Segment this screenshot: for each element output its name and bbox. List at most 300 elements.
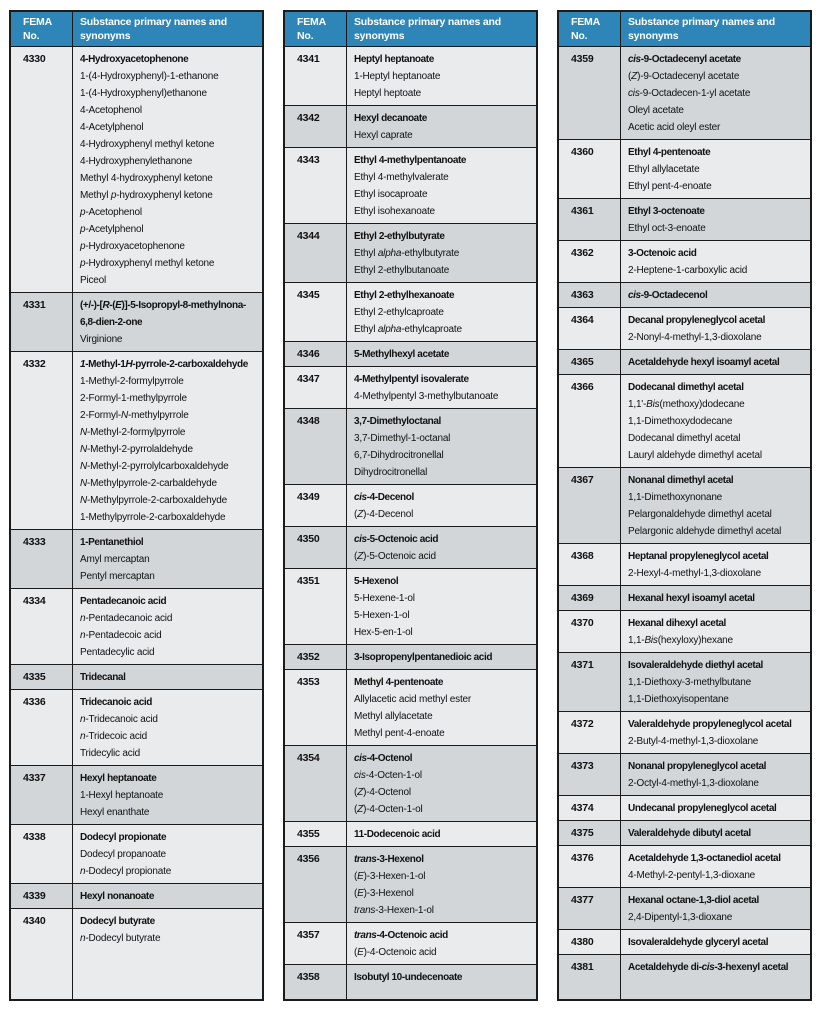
fema-number: 4370: [559, 611, 621, 652]
primary-name: 1-Pentanethiol: [80, 537, 144, 548]
primary-name: Hexyl decanoate: [354, 113, 427, 124]
synonym: 1,1-Dimethoxydodecane: [628, 416, 733, 427]
synonym: N-Methyl-2-formylpyrrole: [80, 427, 186, 438]
table-row: [559, 375, 810, 468]
substance-names: [621, 199, 810, 240]
synonym: 5-Hexen-1-ol: [354, 610, 410, 621]
synonym: (Z)-4-Decenol: [354, 509, 414, 520]
synonym: 4-Methylpentyl 3-methylbutanoate: [354, 391, 499, 402]
synonym: Oleyl acetate: [628, 105, 684, 116]
primary-name: Hexanal hexyl isoamyl acetal: [628, 593, 755, 604]
table-row: [11, 909, 262, 999]
fema-number: 4371: [559, 653, 621, 711]
fema-number: 4348: [285, 409, 347, 484]
table-row: [559, 888, 810, 930]
primary-name: Dodecanal dimethyl acetal: [628, 382, 744, 393]
synonym: 2-Formyl-N-methylpyrrole: [80, 410, 189, 421]
primary-name: Acetaldehyde 1,3-octanediol acetal: [628, 853, 781, 864]
substance-names: [621, 308, 810, 349]
fema-number: 4351: [285, 569, 347, 644]
fema-number: 4376: [559, 846, 621, 887]
primary-name: Hexanal octane-1,3-diol acetal: [628, 895, 759, 906]
synonym: Ethyl 2-ethylcaproate: [354, 307, 444, 318]
synonym: 1-Hexyl heptanoate: [80, 790, 164, 801]
primary-name: Methyl 4-pentenoate: [354, 677, 444, 688]
synonym: 1-Heptyl heptanoate: [354, 71, 441, 82]
synonym: Amyl mercaptan: [80, 554, 150, 565]
substance-names: [621, 754, 810, 795]
primary-name: Valeraldehyde dibutyl acetal: [628, 828, 751, 839]
fema-number: 4372: [559, 712, 621, 753]
table-row: [285, 569, 536, 645]
table-row: [559, 796, 810, 821]
substance-names: [347, 283, 536, 341]
synonym: (E)-4-Octenoic acid: [354, 947, 437, 958]
table-row: [11, 352, 262, 530]
synonym: Pelargonaldehyde dimethyl acetal: [628, 509, 772, 520]
synonym: 1,1-Dimethoxynonane: [628, 492, 723, 503]
column-header-fema-no: FEMA No.: [11, 12, 73, 46]
fema-number: 4377: [559, 888, 621, 929]
primary-name: Acetaldehyde di-cis-3-hexenyl acetal: [628, 962, 789, 973]
substance-names: [621, 712, 810, 753]
primary-name: Heptyl heptanoate: [354, 54, 434, 65]
primary-name: Tridecanal: [80, 672, 126, 683]
fema-number: 4360: [559, 140, 621, 198]
substance-names: [347, 645, 536, 669]
primary-name: Acetaldehyde hexyl isoamyl acetal: [628, 357, 780, 368]
substance-names: [621, 586, 810, 610]
fema-number: 4349: [285, 485, 347, 526]
primary-name: 3-Isopropenylpentanedioic acid: [354, 652, 493, 663]
synonym: (E)-3-Hexen-1-ol: [354, 871, 426, 882]
fema-number: 4336: [11, 690, 73, 765]
table-row: [285, 645, 536, 670]
substance-names: [621, 375, 810, 467]
synonym: Methyl p-hydroxyphenyl ketone: [80, 190, 213, 201]
fema-number: 4357: [285, 923, 347, 964]
fema-number: 4340: [11, 909, 73, 999]
table-row: [11, 589, 262, 665]
fema-number: 4353: [285, 670, 347, 745]
synonym: Ethyl oct-3-enoate: [628, 223, 706, 234]
primary-name: cis-9-Octadecenyl acetate: [628, 54, 741, 65]
primary-name: 4-Hydroxyacetophenone: [80, 54, 189, 65]
table-header-row: [285, 12, 536, 47]
fema-number: 4367: [559, 468, 621, 543]
primary-name: Hexyl heptanoate: [80, 773, 157, 784]
table-row: [559, 308, 810, 350]
synonym: Pentyl mercaptan: [80, 571, 155, 582]
primary-name: cis-9-Octadecenol: [628, 290, 708, 301]
substance-names: [621, 888, 810, 929]
synonym: (E)-3-Hexenol: [354, 888, 414, 899]
synonym: 1,1-Diethoxyisopentane: [628, 694, 729, 705]
primary-name: (+/-)-[R-(E)]-5-Isopropyl-8-methylnona-6,8-dien-2-one: [80, 300, 246, 328]
primary-name: 4-Methylpentyl isovalerate: [354, 374, 469, 385]
fema-number: 4344: [285, 224, 347, 282]
substance-names: [73, 665, 262, 689]
primary-name: Dodecyl butyrate: [80, 916, 155, 927]
substance-table-2: [283, 10, 538, 1001]
primary-name: 11-Dodecenoic acid: [354, 829, 441, 840]
synonym: 1-Methyl-2-formylpyrrole: [80, 376, 184, 387]
synonym: 2-Formyl-1-methylpyrrole: [80, 393, 187, 404]
primary-name: Undecanal propyleneglycol acetal: [628, 803, 777, 814]
synonym: Ethyl pent-4-enoate: [628, 181, 712, 192]
substance-names: [621, 544, 810, 585]
substance-names: [73, 352, 262, 529]
fema-number: 4339: [11, 884, 73, 908]
table-row: [285, 527, 536, 569]
substance-names: [621, 140, 810, 198]
table-row: [559, 955, 810, 999]
table-row: [559, 712, 810, 754]
table-row: [285, 923, 536, 965]
synonym: Pentadecylic acid: [80, 647, 155, 658]
primary-name: Hexyl nonanoate: [80, 891, 155, 902]
synonym: 2,4-Dipentyl-1,3-dioxane: [628, 912, 733, 923]
synonym: Hexyl caprate: [354, 130, 413, 141]
synonym: p-Acetophenol: [80, 207, 142, 218]
primary-name: 5-Hexenol: [354, 576, 399, 587]
table-row: [559, 586, 810, 611]
primary-name: Ethyl 4-pentenoate: [628, 147, 711, 158]
substance-names: [347, 485, 536, 526]
primary-name: trans-3-Hexenol: [354, 854, 424, 865]
fema-number: 4347: [285, 367, 347, 408]
substance-names: [347, 47, 536, 105]
substance-names: [347, 822, 536, 846]
substance-names: [621, 653, 810, 711]
table-row: [559, 930, 810, 955]
substance-names: [73, 47, 262, 292]
substance-names: [347, 527, 536, 568]
fema-number: 4366: [559, 375, 621, 467]
substance-names: [347, 342, 536, 366]
table-row: [559, 140, 810, 199]
synonym: 5-Hexene-1-ol: [354, 593, 415, 604]
substance-names: [621, 611, 810, 652]
fema-number: 4350: [285, 527, 347, 568]
fema-number: 4338: [11, 825, 73, 883]
table-row: [559, 653, 810, 712]
substance-names: [621, 930, 810, 954]
synonym: 6,7-Dihydrocitronellal: [354, 450, 444, 461]
synonym: Virginione: [80, 334, 123, 345]
synonym: Tridecylic acid: [80, 748, 140, 759]
synonym: n-Pentadecanoic acid: [80, 613, 173, 624]
table-row: [285, 106, 536, 148]
fema-number: 4361: [559, 199, 621, 240]
synonym: 1,1-Diethoxy-3-methylbutane: [628, 677, 751, 688]
table-row: [11, 530, 262, 589]
table-row: [559, 199, 810, 241]
synonym: n-Dodecyl propionate: [80, 866, 172, 877]
synonym: Hex-5-en-1-ol: [354, 627, 413, 638]
table-row: [285, 148, 536, 224]
primary-name: 5-Methylhexyl acetate: [354, 349, 449, 360]
synonym: Hexyl enanthate: [80, 807, 150, 818]
table-row: [285, 47, 536, 106]
substance-names: [347, 224, 536, 282]
table-row: [285, 822, 536, 847]
substance-names: [347, 965, 536, 999]
synonym: Ethyl allylacetate: [628, 164, 700, 175]
fema-number: 4335: [11, 665, 73, 689]
synonym: Ethyl alpha-ethylcaproate: [354, 324, 462, 335]
table-body: [11, 47, 262, 999]
substance-names: [73, 825, 262, 883]
table-row: [285, 670, 536, 746]
synonym: 1,1'-Bis(methoxy)dodecane: [628, 399, 745, 410]
substance-names: [73, 884, 262, 908]
synonym: 2-Hexyl-4-methyl-1,3-dioxolane: [628, 568, 761, 579]
primary-name: Nonanal propyleneglycol acetal: [628, 761, 767, 772]
table-row: [559, 544, 810, 586]
table-row: [11, 766, 262, 825]
synonym: n-Pentadecoic acid: [80, 630, 162, 641]
fema-number: 4354: [285, 746, 347, 821]
table-row: [559, 754, 810, 796]
synonym: Ethyl 2-ethylbutanoate: [354, 265, 450, 276]
table-row: [11, 884, 262, 909]
primary-name: Valeraldehyde propyleneglycol acetal: [628, 719, 792, 730]
synonym: 3,7-Dimethyl-1-octanal: [354, 433, 451, 444]
substance-names: [347, 569, 536, 644]
synonym: Dodecyl propanoate: [80, 849, 166, 860]
synonym: n-Dodecyl butyrate: [80, 933, 161, 944]
substance-names: [347, 106, 536, 147]
synonym: Ethyl 4-methylvalerate: [354, 172, 449, 183]
substance-names: [621, 47, 810, 139]
fema-number: 4331: [11, 293, 73, 351]
fema-number: 4333: [11, 530, 73, 588]
primary-name: Ethyl 4-methylpentanoate: [354, 155, 467, 166]
synonym: Ethyl isocaproate: [354, 189, 428, 200]
synonym: N-Methyl-2-pyrrolylcarboxaldehyde: [80, 461, 229, 472]
fema-number: 4334: [11, 589, 73, 664]
primary-name: Tridecanoic acid: [80, 697, 152, 708]
table-row: [285, 409, 536, 485]
fema-number: 4337: [11, 766, 73, 824]
synonym: (Z)-9-Octadecenyl acetate: [628, 71, 740, 82]
substance-names: [73, 766, 262, 824]
table-row: [559, 47, 810, 140]
substance-names: [73, 589, 262, 664]
synonym: p-Hydroxyacetophenone: [80, 241, 185, 252]
primary-name: Heptanal propyleneglycol acetal: [628, 551, 769, 562]
primary-name: Hexanal dihexyl acetal: [628, 618, 726, 629]
primary-name: trans-4-Octenoic acid: [354, 930, 448, 941]
synonym: Heptyl heptoate: [354, 88, 422, 99]
substance-names: [347, 670, 536, 745]
substance-names: [621, 955, 810, 999]
synonym: Methyl pent-4-enoate: [354, 728, 445, 739]
synonym: cis-9-Octadecen-1-yl acetate: [628, 88, 751, 99]
table-row: [559, 468, 810, 544]
fema-number: 4355: [285, 822, 347, 846]
fema-number: 4380: [559, 930, 621, 954]
synonym: Ethyl isohexanoate: [354, 206, 435, 217]
primary-name: Nonanal dimethyl acetal: [628, 475, 734, 486]
substance-names: [347, 923, 536, 964]
substance-names: [73, 909, 262, 999]
synonym: 1,1-Bis(hexyloxy)hexane: [628, 635, 733, 646]
synonym: N-Methylpyrrole-2-carboxaldehyde: [80, 495, 228, 506]
synonym: Methyl 4-hydroxyphenyl ketone: [80, 173, 213, 184]
column-header-substance: Substance primary names and synonyms: [628, 16, 775, 42]
synonym: cis-4-Octen-1-ol: [354, 770, 422, 781]
primary-name: Ethyl 2-ethylbutyrate: [354, 231, 445, 242]
substance-names: [621, 846, 810, 887]
fema-number: 4343: [285, 148, 347, 223]
fema-number: 4369: [559, 586, 621, 610]
primary-name: Pentadecanoic acid: [80, 596, 167, 607]
primary-name: 1-Methyl-1H-pyrrole-2-carboxaldehyde: [80, 359, 248, 370]
table-row: [559, 241, 810, 283]
fema-number: 4368: [559, 544, 621, 585]
table-row: [285, 224, 536, 283]
synonym: N-Methyl-2-pyrrolaldehyde: [80, 444, 193, 455]
table-row: [559, 350, 810, 375]
synonym: Allylacetic acid methyl ester: [354, 694, 472, 705]
primary-name: Ethyl 2-ethylhexanoate: [354, 290, 455, 301]
synonym: 2-Nonyl-4-methyl-1,3-dioxolane: [628, 332, 762, 343]
primary-name: 3,7-Dimethyloctanal: [354, 416, 441, 427]
synonym: n-Tridecoic acid: [80, 731, 148, 742]
substance-names: [621, 350, 810, 374]
synonym: (Z)-4-Octenol: [354, 787, 411, 798]
synonym: p-Hydroxyphenyl methyl ketone: [80, 258, 215, 269]
table-row: [285, 746, 536, 822]
substance-names: [621, 821, 810, 845]
substance-names: [621, 283, 810, 307]
synonym: 2-Butyl-4-methyl-1,3-dioxolane: [628, 736, 759, 747]
column-header-fema-no: FEMA No.: [285, 12, 347, 46]
fema-number: 4346: [285, 342, 347, 366]
table-row: [559, 821, 810, 846]
primary-name: cis-5-Octenoic acid: [354, 534, 439, 545]
synonym: 1-(4-Hydroxyphenyl)ethanone: [80, 88, 207, 99]
primary-name: 3-Octenoic acid: [628, 248, 697, 259]
synonym: (Z)-4-Octen-1-ol: [354, 804, 423, 815]
primary-name: Isovaleraldehyde diethyl acetal: [628, 660, 763, 671]
substance-names: [73, 293, 262, 351]
synonym: 2-Heptene-1-carboxylic acid: [628, 265, 748, 276]
fema-number: 4341: [285, 47, 347, 105]
table-row: [285, 965, 536, 999]
fema-number: 4381: [559, 955, 621, 999]
fema-number: 4358: [285, 965, 347, 999]
synonym: Dodecanal dimethyl acetal: [628, 433, 741, 444]
substance-table-1: [9, 10, 264, 1001]
primary-name: Dodecyl propionate: [80, 832, 167, 843]
table-row: [11, 690, 262, 766]
primary-name: Isobutyl 10-undecenoate: [354, 972, 463, 983]
substance-names: [621, 468, 810, 543]
fema-number: 4363: [559, 283, 621, 307]
table-row: [559, 283, 810, 308]
synonym: Piceol: [80, 275, 107, 286]
synonym: 2-Octyl-4-methyl-1,3-dioxolane: [628, 778, 759, 789]
synonym: 4-Acetylphenol: [80, 122, 144, 133]
table-row: [11, 665, 262, 690]
table-row: [11, 47, 262, 293]
column-header-substance: Substance primary names and synonyms: [354, 16, 501, 42]
table-row: [559, 611, 810, 653]
table-header-row: [11, 12, 262, 47]
synonym: Ethyl alpha-ethylbutyrate: [354, 248, 460, 259]
tables-row: [9, 10, 814, 1001]
column-header-fema-no: FEMA No.: [559, 12, 621, 46]
fema-number: 4374: [559, 796, 621, 820]
fema-number: 4365: [559, 350, 621, 374]
substance-names: [621, 241, 810, 282]
fema-number: 4373: [559, 754, 621, 795]
fema-number: 4356: [285, 847, 347, 922]
substance-table-3: [557, 10, 812, 1001]
synonym: (Z)-5-Octenoic acid: [354, 551, 436, 562]
table-body: [285, 47, 536, 999]
substance-names: [347, 847, 536, 922]
fema-number: 4364: [559, 308, 621, 349]
fema-number: 4362: [559, 241, 621, 282]
substance-names: [347, 367, 536, 408]
substance-names: [621, 796, 810, 820]
primary-name: cis-4-Octenol: [354, 753, 413, 764]
synonym: 1-(4-Hydroxyphenyl)-1-ethanone: [80, 71, 219, 82]
synonym: Acetic acid oleyl ester: [628, 122, 721, 133]
synonym: n-Tridecanoic acid: [80, 714, 158, 725]
substance-names: [347, 746, 536, 821]
table-row: [559, 846, 810, 888]
table-row: [285, 283, 536, 342]
fema-number: 4359: [559, 47, 621, 139]
synonym: p-Acetylphenol: [80, 224, 144, 235]
table-row: [11, 825, 262, 884]
synonym: Dihydrocitronellal: [354, 467, 428, 478]
synonym: Methyl allylacetate: [354, 711, 433, 722]
synonym: trans-3-Hexen-1-ol: [354, 905, 434, 916]
synonym: Pelargonic aldehyde dimethyl acetal: [628, 526, 782, 537]
table-row: [285, 367, 536, 409]
primary-name: Ethyl 3-octenoate: [628, 206, 705, 217]
column-header-substance: Substance primary names and synonyms: [80, 16, 227, 42]
substance-names: [347, 409, 536, 484]
fema-number: 4342: [285, 106, 347, 147]
fema-number: 4345: [285, 283, 347, 341]
synonym: 4-Hydroxyphenyl methyl ketone: [80, 139, 215, 150]
primary-name: Isovaleraldehyde glyceryl acetal: [628, 937, 769, 948]
substance-names: [347, 148, 536, 223]
table-row: [285, 847, 536, 923]
table-body: [559, 47, 810, 999]
table-row: [285, 485, 536, 527]
primary-name: cis-4-Decenol: [354, 492, 414, 503]
synonym: Lauryl aldehyde dimethyl acetal: [628, 450, 762, 461]
substance-names: [73, 690, 262, 765]
table-header-row: [559, 12, 810, 47]
synonym: 4-Acetophenol: [80, 105, 142, 116]
fema-number: 4352: [285, 645, 347, 669]
synonym: N-Methylpyrrole-2-carbaldehyde: [80, 478, 217, 489]
fema-number: 4332: [11, 352, 73, 529]
synonym: 4-Methyl-2-pentyl-1,3-dioxane: [628, 870, 756, 881]
primary-name: Decanal propyleneglycol acetal: [628, 315, 765, 326]
synonym: 4-Hydroxyphenylethanone: [80, 156, 193, 167]
fema-number: 4375: [559, 821, 621, 845]
